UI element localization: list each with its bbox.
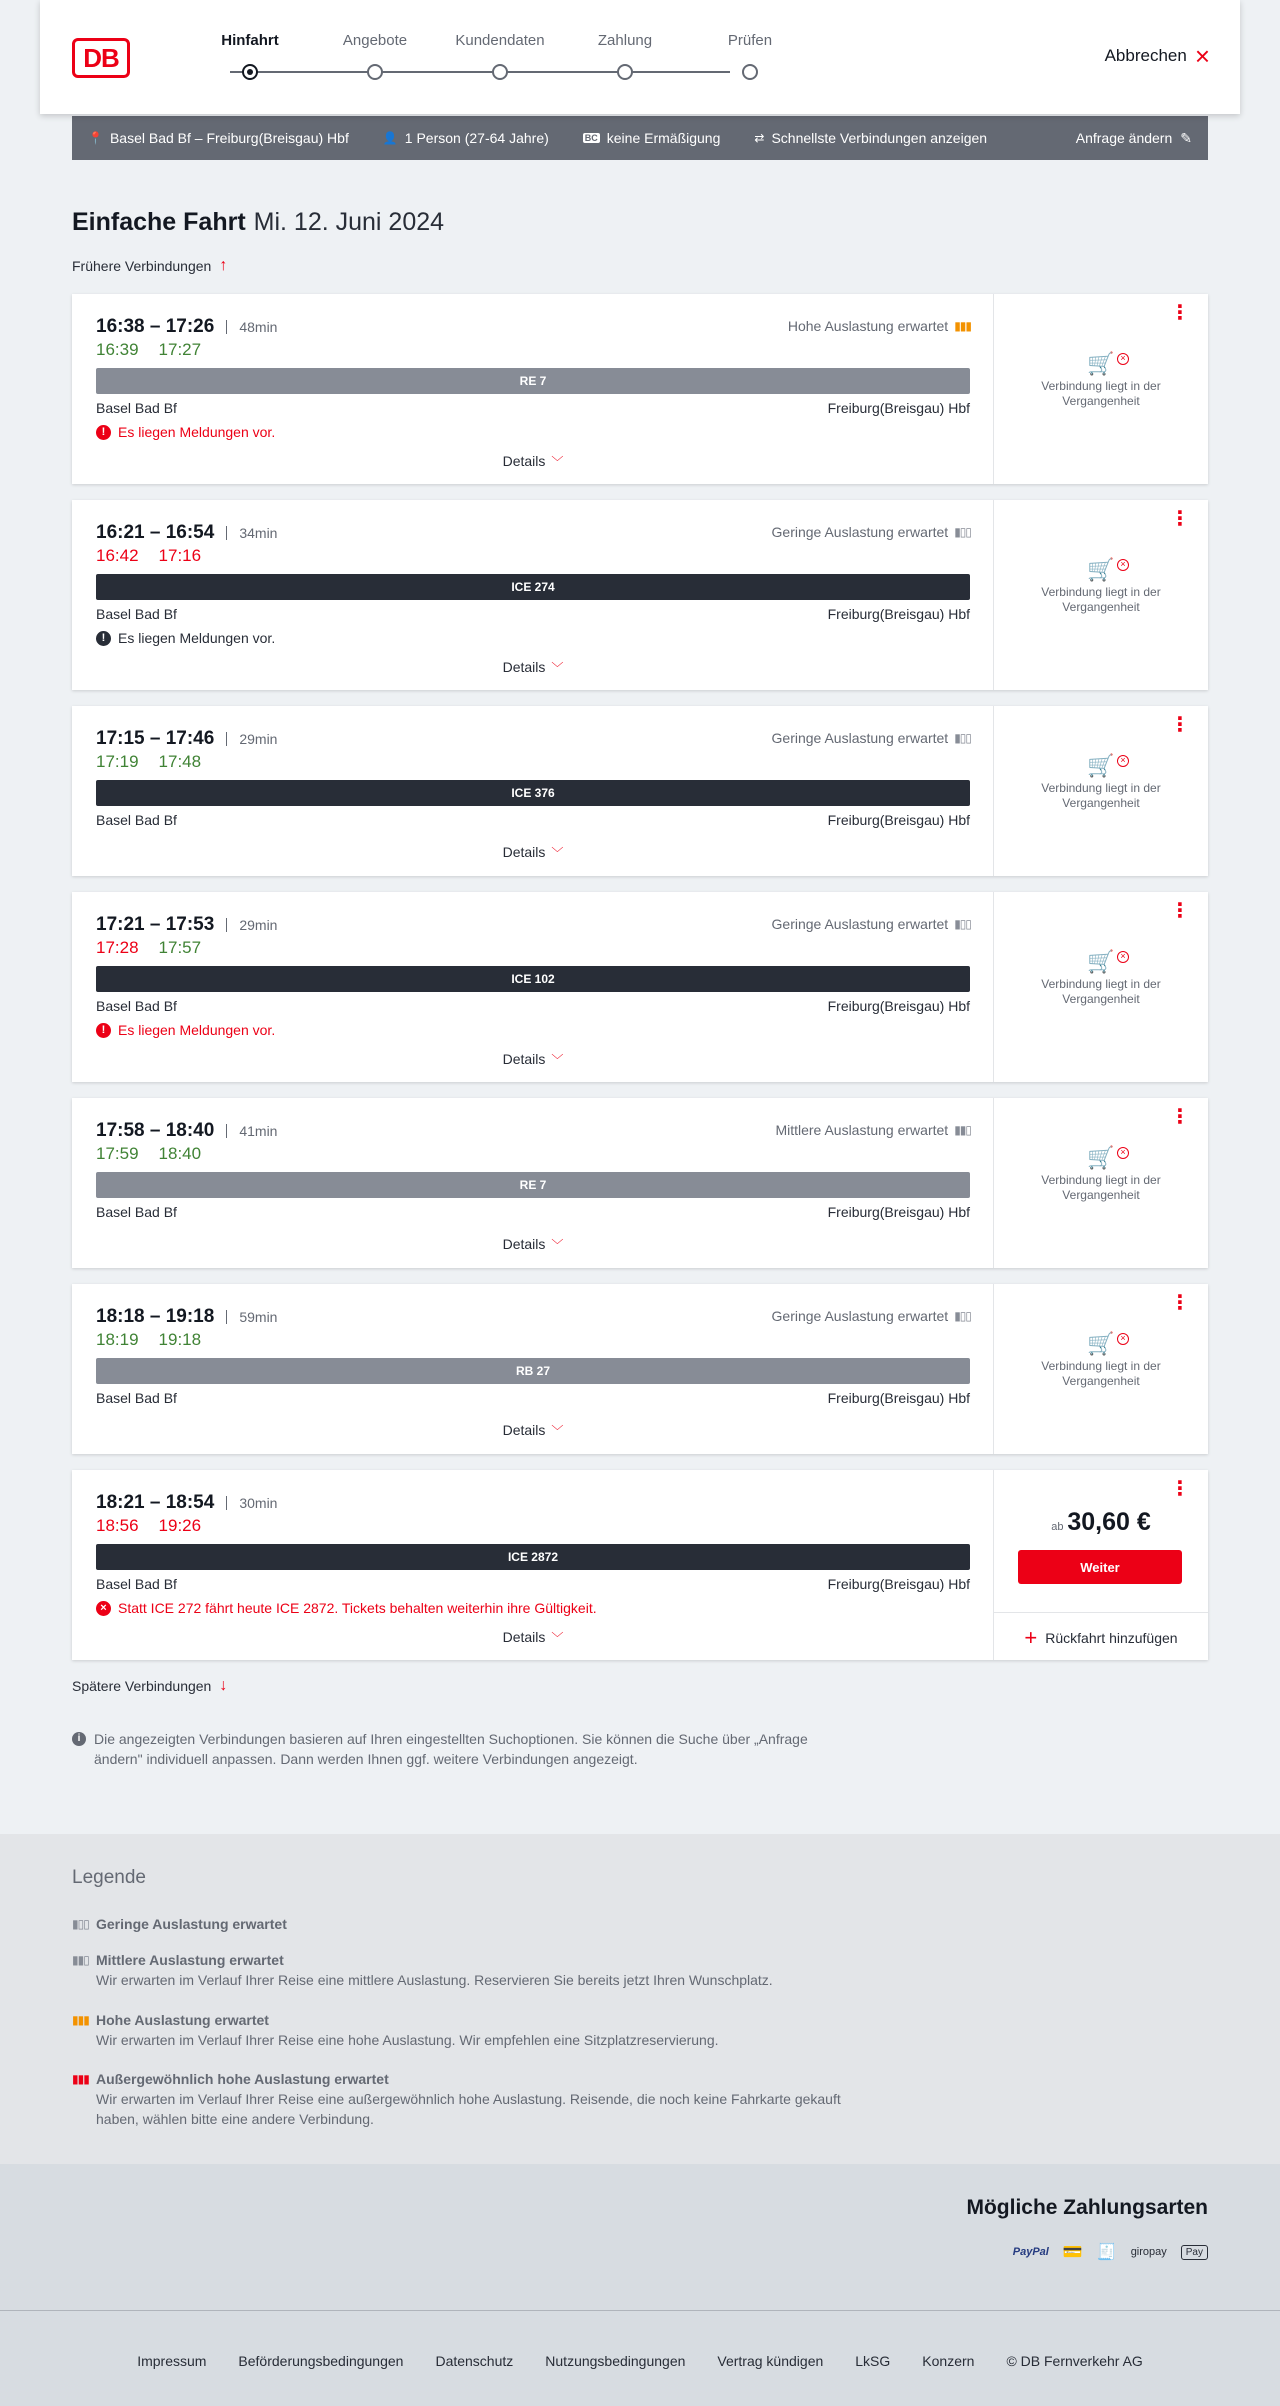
- occupancy-medium-icon: ▮▮▯: [954, 1123, 971, 1137]
- chevron-down-icon: ﹀: [551, 455, 564, 469]
- db-logo[interactable]: DB: [72, 38, 130, 78]
- realtime-times: [96, 1516, 201, 1536]
- past-label: Verbindung liegt in der Vergangenheit: [1041, 379, 1161, 408]
- cancel-button[interactable]: [1104, 41, 1210, 71]
- chevron-down-icon: ﹀: [551, 1424, 564, 1438]
- legend-item-low: [72, 1914, 852, 1934]
- legend-item-medium: [72, 1950, 852, 1990]
- alert-icon: !: [96, 425, 111, 440]
- planned-times: 16:21 – 16:54: [96, 522, 215, 543]
- discount-text: keine Ermäßigung: [606, 130, 721, 146]
- step-dot: [617, 64, 633, 80]
- past-label: Verbindung liegt in der Vergangenheit: [1041, 1359, 1161, 1388]
- apple-pay-logo: Pay: [1181, 2245, 1208, 2260]
- footer-link-vertrag-kuendigen[interactable]: Vertrag kündigen: [717, 2353, 824, 2369]
- details-toggle[interactable]: [72, 453, 994, 470]
- to-station: Freiburg(Breisgau) Hbf: [827, 1390, 970, 1406]
- from-station: Basel Bad Bf: [96, 400, 177, 416]
- step-label: Kundendaten: [455, 32, 545, 49]
- from-station: Basel Bad Bf: [96, 606, 177, 622]
- cart-unavailable-icon: 🛒 ×: [1014, 562, 1188, 577]
- cart-unavailable-icon: 🛒 ×: [1014, 1150, 1188, 1165]
- occupancy-label: Geringe Auslastung erwartet: [771, 1308, 949, 1324]
- payment-methods: [0, 2164, 1280, 2310]
- train-bar[interactable]: RE 7: [96, 1172, 970, 1198]
- planned-times: 18:18 – 19:18: [96, 1306, 215, 1327]
- discount-summary: [583, 130, 721, 146]
- past-connection-note: [994, 557, 1208, 615]
- realtime-arrival: 17:48: [158, 752, 202, 771]
- details-toggle[interactable]: [72, 659, 994, 676]
- realtime-departure: 17:59: [96, 1144, 139, 1163]
- legend-item-title: Geringe Auslastung erwartet: [96, 1916, 287, 1932]
- info-message: [96, 630, 275, 646]
- occupancy-label: Geringe Auslastung erwartet: [771, 916, 949, 932]
- duration: 30min: [226, 1496, 277, 1510]
- occupancy-label: Hohe Auslastung erwartet: [787, 318, 949, 334]
- realtime-arrival: 18:40: [158, 1144, 202, 1163]
- legend-title: Legende: [72, 1867, 146, 1888]
- planned-times: 17:58 – 18:40: [96, 1120, 215, 1141]
- details-toggle[interactable]: [72, 844, 994, 861]
- later-connections-link[interactable]: [72, 1677, 227, 1695]
- footer-link-konzern[interactable]: Konzern: [922, 2353, 975, 2369]
- chevron-down-icon: ﹀: [551, 846, 564, 860]
- cancel-label: Abbrechen: [1104, 46, 1187, 65]
- legend-item-title: Mittlere Auslastung erwartet: [96, 1952, 284, 1968]
- occupancy-low-icon: ▮▯▯: [954, 917, 971, 931]
- more-options-icon[interactable]: ⋮: [1170, 508, 1190, 530]
- from-station: Basel Bad Bf: [96, 1390, 177, 1406]
- footer: [0, 2310, 1280, 2406]
- legend-item-text: Wir erwarten im Verlauf Ihrer Reise eine außergewöhnlich hohe Auslastung. Reisende, die noch keine Fahrkarte gekauft haben, wählen bitte eine andere Verbindung.: [96, 2091, 841, 2127]
- message-text: Es liegen Meldungen vor.: [118, 630, 276, 646]
- footer-link-datenschutz[interactable]: Datenschutz: [435, 2353, 514, 2369]
- fastest-summary: [754, 130, 987, 146]
- details-toggle[interactable]: [72, 1422, 994, 1439]
- occupancy-info: [772, 730, 971, 746]
- disruption-message: [96, 1600, 597, 1616]
- occupancy-extreme-icon: ▮▮▮: [72, 2072, 89, 2086]
- past-connection-note: [994, 1331, 1208, 1389]
- disruption-message: [96, 1022, 275, 1038]
- earlier-label: Frühere Verbindungen: [72, 258, 212, 274]
- payment-title: Mögliche Zahlungsarten: [966, 2196, 1208, 2219]
- legend-item-title: Außergewöhnlich hohe Auslastung erwartet: [96, 2071, 389, 2087]
- occupancy-info: [772, 524, 971, 540]
- more-options-icon[interactable]: ⋮: [1170, 1106, 1190, 1128]
- change-request-button[interactable]: [1076, 130, 1192, 147]
- stations: [96, 1390, 970, 1406]
- occupancy-info: [772, 1308, 971, 1324]
- train-bar[interactable]: RE 7: [96, 368, 970, 394]
- persons-text: 1 Person (27-64 Jahre): [404, 130, 549, 146]
- planned-times: 17:21 – 17:53: [96, 914, 215, 935]
- realtime-arrival: 19:26: [158, 1516, 202, 1535]
- train-bar[interactable]: ICE 2872: [96, 1544, 970, 1570]
- details-toggle[interactable]: [72, 1051, 994, 1068]
- more-options-icon[interactable]: ⋮: [1170, 900, 1190, 922]
- more-options-icon[interactable]: ⋮: [1170, 302, 1190, 324]
- footer-link-lksg[interactable]: LkSG: [855, 2353, 891, 2369]
- connection-times: [96, 1306, 277, 1328]
- more-options-icon[interactable]: ⋮: [1170, 714, 1190, 736]
- connection-side: [994, 500, 1208, 690]
- location-pin-icon: 📍: [88, 131, 103, 145]
- realtime-departure: 16:42: [96, 546, 139, 565]
- details-toggle[interactable]: [72, 1629, 994, 1646]
- past-label: Verbindung liegt in der Vergangenheit: [1041, 585, 1161, 614]
- occupancy-low-icon: ▮▯▯: [954, 731, 971, 745]
- footer-link-nutzungsbedingungen[interactable]: Nutzungsbedingungen: [545, 2353, 686, 2369]
- to-station: Freiburg(Breisgau) Hbf: [827, 606, 970, 622]
- connection-times: [96, 316, 277, 338]
- more-options-icon[interactable]: ⋮: [1170, 1478, 1190, 1500]
- connection-times: [96, 914, 277, 936]
- occupancy-high-icon: ▮▮▮: [954, 319, 971, 333]
- duration: 29min: [226, 918, 277, 932]
- realtime-arrival: 19:18: [158, 1330, 202, 1349]
- realtime-departure: 18:56: [96, 1516, 139, 1535]
- connection-main: [72, 1470, 994, 1660]
- connection-main: [72, 500, 994, 690]
- cart-unavailable-icon: 🛒 ×: [1014, 1336, 1188, 1351]
- swap-arrows-icon: ⇄: [754, 131, 765, 145]
- connection-side: [994, 1098, 1208, 1268]
- progress-stepper: [210, 32, 773, 82]
- stations: [96, 812, 970, 828]
- past-label: Verbindung liegt in der Vergangenheit: [1041, 1173, 1161, 1202]
- cart-unavailable-icon: 🛒 ×: [1014, 356, 1188, 371]
- header: [40, 0, 1240, 114]
- person-icon: 👤: [382, 131, 398, 145]
- arrow-up-icon: ↑: [219, 257, 228, 274]
- realtime-times: [96, 1144, 201, 1164]
- payment-logos: [1013, 2242, 1208, 2262]
- connection-side: [994, 294, 1208, 484]
- chevron-down-icon: ﹀: [551, 661, 564, 675]
- train-bar[interactable]: ICE 274: [96, 574, 970, 600]
- step-pruefen: [690, 32, 810, 56]
- realtime-arrival: 17:57: [158, 938, 202, 957]
- connection-times: [96, 728, 277, 750]
- past-connection-note: [994, 753, 1208, 811]
- connection-side: [994, 1284, 1208, 1454]
- more-options-icon[interactable]: ⋮: [1170, 1292, 1190, 1314]
- duration: 29min: [226, 732, 277, 746]
- disruption-message: [96, 424, 275, 440]
- connection-side: [994, 1470, 1208, 1660]
- step-label: Prüfen: [727, 32, 773, 49]
- planned-times: 18:21 – 18:54: [96, 1492, 215, 1513]
- return-label: Rückfahrt hinzufügen: [1045, 1629, 1178, 1646]
- occupancy-low-icon: ▮▯▯: [954, 525, 971, 539]
- connection-card[interactable]: [72, 1284, 1208, 1454]
- arrow-down-icon: ↓: [219, 1677, 228, 1694]
- connection-side: [994, 892, 1208, 1082]
- duration: 41min: [226, 1124, 277, 1138]
- change-request-label: Anfrage ändern: [1075, 130, 1173, 146]
- connection-card[interactable]: [72, 892, 1208, 1082]
- details-label: Details: [502, 1051, 546, 1067]
- credit-card-icon: 💳: [1062, 2244, 1083, 2261]
- step-dot: [492, 64, 508, 80]
- past-connection-note: [994, 1145, 1208, 1203]
- occupancy-info: [788, 318, 971, 334]
- duration: 48min: [226, 320, 277, 334]
- legend-item-extreme: [72, 2069, 852, 2129]
- alert-icon: !: [96, 631, 111, 646]
- to-station: Freiburg(Breisgau) Hbf: [827, 998, 970, 1014]
- train-bar[interactable]: RB 27: [96, 1358, 970, 1384]
- details-label: Details: [502, 1629, 546, 1645]
- step-dot: [242, 64, 258, 80]
- page-title: [72, 208, 444, 237]
- connection-card[interactable]: [72, 1098, 1208, 1268]
- footer-nav: [0, 2353, 1280, 2369]
- from-station: Basel Bad Bf: [96, 998, 177, 1014]
- duration: 34min: [226, 526, 277, 540]
- realtime-departure: 17:28: [96, 938, 139, 957]
- stations: [96, 606, 970, 622]
- earlier-connections-link[interactable]: [72, 257, 227, 275]
- step-label: Zahlung: [597, 32, 653, 49]
- connection-side: [994, 706, 1208, 876]
- bahncard-icon: BC: [584, 133, 598, 143]
- from-station: Basel Bad Bf: [96, 812, 177, 828]
- stations: [96, 400, 970, 416]
- cart-unavailable-icon: 🛒 ×: [1014, 954, 1188, 969]
- step-dot: [742, 64, 758, 80]
- giropay-logo: giropay: [1130, 2246, 1167, 2258]
- occupancy-low-icon: ▮▯▯: [954, 1309, 971, 1323]
- footer-link-befoerderungsbedingungen[interactable]: Beförderungsbedingungen: [238, 2353, 404, 2369]
- past-connection-note: [994, 949, 1208, 1007]
- planned-times: 16:38 – 17:26: [96, 316, 215, 337]
- details-label: Details: [502, 844, 546, 860]
- step-dot: [367, 64, 383, 80]
- info-text: Die angezeigten Verbindungen basieren auf Ihren eingestellten Suchoptionen. Sie können die Suche über „Anfrage ändern" individuell anpassen. Dann werden Ihnen ggf. weitere Verbindungen angezeigt.: [94, 1731, 808, 1767]
- details-toggle[interactable]: [72, 1236, 994, 1253]
- realtime-times: [96, 1330, 201, 1350]
- past-connection-note: [994, 351, 1208, 409]
- price-prefix: ab: [1051, 1521, 1064, 1533]
- from-station: Basel Bad Bf: [96, 1576, 177, 1592]
- pencil-icon: ✎: [1180, 129, 1192, 146]
- realtime-arrival: 17:27: [158, 340, 202, 359]
- realtime-arrival: 17:16: [158, 546, 202, 565]
- connection-main: [72, 706, 994, 876]
- sepa-icon: 🧾: [1096, 2244, 1117, 2261]
- to-station: Freiburg(Breisgau) Hbf: [827, 400, 970, 416]
- connection-times: [96, 1120, 277, 1142]
- continue-button[interactable]: Weiter: [1018, 1550, 1182, 1584]
- footer-copyright: © DB Fernverkehr AG: [1006, 2353, 1143, 2369]
- occupancy-label: Mittlere Auslastung erwartet: [775, 1122, 949, 1138]
- chevron-down-icon: ﹀: [551, 1238, 564, 1252]
- step-zahlung: [565, 32, 685, 56]
- realtime-times: [96, 752, 201, 772]
- occupancy-label: Geringe Auslastung erwartet: [771, 524, 949, 540]
- to-station: Freiburg(Breisgau) Hbf: [827, 1204, 970, 1220]
- step-angebote: [315, 32, 435, 56]
- occupancy-info: [775, 1122, 971, 1138]
- realtime-departure: 16:39: [96, 340, 139, 359]
- occupancy-high-icon: ▮▮▮: [72, 2013, 89, 2027]
- route-summary: [88, 130, 349, 146]
- step-hinfahrt: [190, 32, 310, 56]
- legend-item-title: Hohe Auslastung erwartet: [96, 2012, 269, 2028]
- details-label: Details: [502, 659, 546, 675]
- connection-main: [72, 294, 994, 484]
- price: [994, 1508, 1208, 1537]
- stepper-line: [230, 71, 730, 73]
- legend-item-text: Wir erwarten im Verlauf Ihrer Reise eine mittlere Auslastung. Reservieren Sie bereits jetzt Ihren Wunschplatz.: [96, 1972, 773, 1988]
- connection-times: [96, 1492, 277, 1514]
- train-bar[interactable]: ICE 376: [96, 780, 970, 806]
- message-text: Es liegen Meldungen vor.: [118, 1022, 276, 1038]
- connection-main: [72, 1098, 994, 1268]
- stations: [96, 1204, 970, 1220]
- add-return-trip-button[interactable]: [994, 1612, 1208, 1662]
- connection-card[interactable]: [72, 1470, 1208, 1660]
- stations: [96, 1576, 970, 1592]
- step-label: Angebote: [342, 32, 408, 49]
- from-station: Basel Bad Bf: [96, 1204, 177, 1220]
- stations: [96, 998, 970, 1014]
- info-note: [72, 1729, 852, 1769]
- route-text: Basel Bad Bf – Freiburg(Breisgau) Hbf: [109, 130, 349, 146]
- occupancy-label: Geringe Auslastung erwartet: [771, 730, 949, 746]
- legend-item-high: [72, 2010, 852, 2050]
- details-label: Details: [502, 453, 546, 469]
- connection-main: [72, 892, 994, 1082]
- past-label: Verbindung liegt in der Vergangenheit: [1041, 977, 1161, 1006]
- persons-summary: [383, 130, 549, 146]
- connection-times: [96, 522, 277, 544]
- info-icon: i: [72, 1732, 86, 1746]
- occupancy-medium-icon: ▮▮▯: [72, 1953, 89, 1967]
- realtime-departure: 17:19: [96, 752, 139, 771]
- legend: [0, 1834, 1280, 2164]
- connection-card[interactable]: [72, 294, 1208, 484]
- duration: 59min: [226, 1310, 277, 1324]
- trip-type: Einfache Fahrt: [72, 208, 246, 236]
- realtime-times: [96, 546, 201, 566]
- occupancy-info: [772, 916, 971, 932]
- chevron-down-icon: ﹀: [551, 1631, 564, 1645]
- fastest-text: Schnellste Verbindungen anzeigen: [771, 130, 988, 146]
- legend-item-text: Wir erwarten im Verlauf Ihrer Reise eine hohe Auslastung. Wir empfehlen eine Sitzplatzreservierung.: [96, 2032, 719, 2048]
- chevron-down-icon: ﹀: [551, 1053, 564, 1067]
- planned-times: 17:15 – 17:46: [96, 728, 215, 749]
- connection-main: [72, 1284, 994, 1454]
- later-label: Spätere Verbindungen: [72, 1678, 212, 1694]
- realtime-departure: 18:19: [96, 1330, 139, 1349]
- to-station: Freiburg(Breisgau) Hbf: [827, 812, 970, 828]
- alert-icon: !: [96, 1023, 111, 1038]
- paypal-logo: PayPal: [1012, 2246, 1049, 2258]
- connection-card[interactable]: [72, 706, 1208, 876]
- footer-link-impressum[interactable]: Impressum: [137, 2353, 207, 2369]
- trip-date: Mi. 12. Juni 2024: [253, 208, 445, 236]
- close-icon: ×: [1194, 41, 1210, 71]
- step-kundendaten: [440, 32, 560, 56]
- details-label: Details: [502, 1236, 546, 1252]
- message-text: Es liegen Meldungen vor.: [118, 424, 276, 440]
- realtime-times: [96, 938, 201, 958]
- details-label: Details: [502, 1422, 546, 1438]
- cart-unavailable-icon: 🛒 ×: [1014, 758, 1188, 773]
- to-station: Freiburg(Breisgau) Hbf: [827, 1576, 970, 1592]
- message-text: Statt ICE 272 fährt heute ICE 2872. Tickets behalten weiterhin ihre Gültigkeit.: [118, 1600, 597, 1616]
- price-value: 30,60 €: [1067, 1508, 1151, 1536]
- realtime-times: [96, 340, 201, 360]
- past-label: Verbindung liegt in der Vergangenheit: [1041, 781, 1161, 810]
- train-bar[interactable]: ICE 102: [96, 966, 970, 992]
- search-summary-bar: [72, 116, 1208, 160]
- step-label: Hinfahrt: [221, 32, 279, 49]
- connection-card[interactable]: [72, 500, 1208, 690]
- occupancy-low-icon: ▮▯▯: [72, 1917, 89, 1931]
- plus-icon: +: [1024, 1624, 1038, 1650]
- cancel-circle-icon: ×: [96, 1601, 111, 1616]
